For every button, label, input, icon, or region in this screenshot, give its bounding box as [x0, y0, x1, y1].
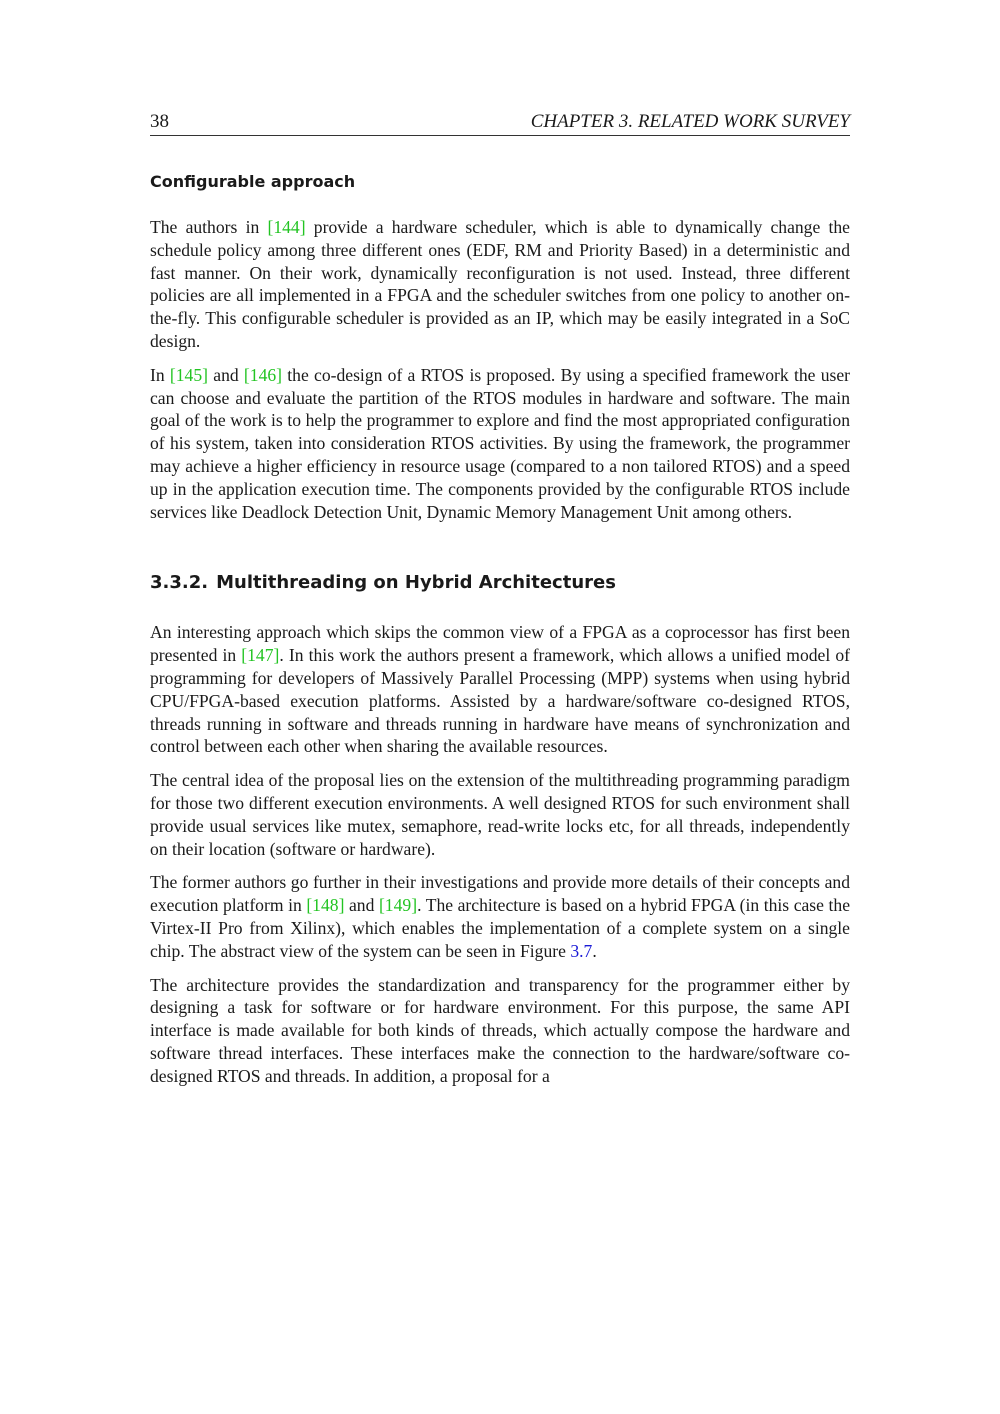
page-number: 38 — [150, 111, 169, 132]
running-head: CHAPTER 3. RELATED WORK SURVEY — [530, 111, 850, 132]
subsection-heading: Configurable approach — [150, 172, 356, 191]
page-content — [150, 170, 850, 1099]
citation-link[interactable]: [149] — [378, 895, 418, 916]
citation-link[interactable]: [148] — [306, 895, 345, 916]
paragraph-1 — [150, 216, 850, 353]
paragraph-text: the co-design of a RTOS is proposed. By using a specified framework the user can choose and evaluate the partition of the RTOS modules in hardware and software. The main goal of the work is to help the programmer to explore and find the most appropriated configuration of his system, taken into consideration RTOS activities. By using the framework, the programmer may achieve a higher efficiency in resource usage (compared to a non tailored RTOS) and a speed up in the application execution time. The components provided by the configurable RTOS include services like Deadlock Detection Unit, Dynamic Memory Management Unit among others. — [150, 364, 851, 522]
section-title: Multithreading on Hybrid Architectures — [216, 572, 616, 594]
paragraph-text: . In this work the authors present a framework, which allows a unified model of programming for developers of Massively Parallel Processing (MPP) systems when using hybrid CPU/FPGA-based execution platforms. Assisted by a hardware/software co-designed RTOS, threads running in software and threads running in hardware have means of synchronization and control between each other when sharing the available resources. — [150, 645, 850, 757]
section-heading — [150, 569, 850, 597]
paragraph-text: The former authors go further in their investigations and provide more details of their concepts and execution platform in — [150, 872, 850, 916]
citation-link[interactable]: [144] — [267, 217, 306, 237]
citation-link[interactable]: [145] — [169, 364, 209, 385]
paragraph-text: The central idea of the proposal lies on the extension of the multithreading programming paradigm for those two different execution environments. A well designed RTOS for such environment shall provide usual services like mutex, semaphore, read-write locks etc, for all threads, independently on their location (software or hardware). — [150, 770, 850, 859]
paragraph-5 — [150, 871, 850, 962]
paragraph-3 — [150, 621, 850, 758]
paragraph-2 — [150, 364, 850, 524]
paragraph-6 — [150, 974, 850, 1088]
paragraph-text: . — [592, 940, 597, 961]
section-number: 3.3.2. — [150, 572, 209, 594]
paragraph-text: The architecture provides the standardization and transparency for the programmer either by designing a task for software or for hardware environment. For this purpose, the same API interface is made available for both kinds of threads, which actually compose the hardware and software thread interfaces. These interfaces make the connection to the hardware/software co-designed RTOS and threads. In addition, a proposal for a — [150, 974, 850, 1086]
citation-link[interactable]: [147] — [241, 645, 280, 666]
paragraph-text: The authors in — [150, 217, 268, 237]
citation-link[interactable]: [146] — [243, 364, 283, 385]
page-header — [150, 111, 850, 136]
paragraph-text: . The architecture is based on a hybrid FPGA (in this case the Virtex-II Pro from Xilinx), which enables the implementation of a complete system on a single chip. The abstract view of the system can be seen in Figure — [150, 895, 851, 961]
paragraph-text: and — [344, 895, 379, 916]
figure-reference-link[interactable]: 3.7 — [570, 940, 593, 961]
paragraph-text: An interesting approach which skips the common view of a FPGA as a coprocessor has first been presented in — [150, 622, 850, 666]
paragraph-text: and — [208, 364, 244, 385]
paragraph-text: In — [150, 364, 170, 385]
paragraph-4 — [150, 769, 850, 860]
paragraph-text: provide a hardware scheduler, which is able to dynamically change the schedule policy among three different ones (EDF, RM and Priority Based) in a deterministic and fast manner. On their work, dynamically reconfiguration is not used. Instead, three different policies are all implemented in a FPGA and the scheduler switches from one policy to another on-the-fly. This configurable scheduler is provided as an IP, which may be easily integrated in a SoC design. — [150, 217, 850, 351]
